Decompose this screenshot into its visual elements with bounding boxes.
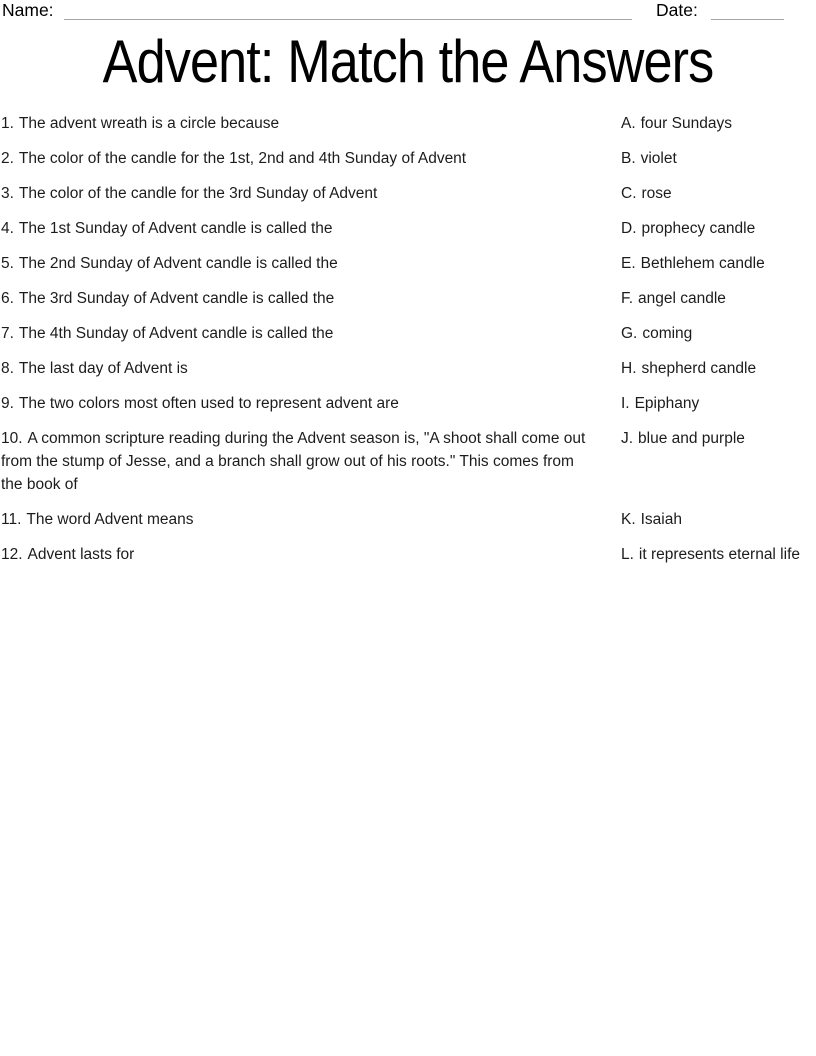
answer-text: violet [640, 150, 677, 167]
question-text: The 4th Sunday of Advent candle is called the [18, 325, 334, 342]
question-item [1, 543, 621, 566]
question-number: 11. [1, 511, 22, 528]
matching-list [1, 112, 816, 566]
answer-letter: B. [621, 150, 636, 167]
question-item [1, 287, 621, 310]
answer-text: blue and purple [638, 430, 745, 447]
question-text: The advent wreath is a circle because [18, 115, 280, 132]
answer-item [621, 147, 816, 170]
question-item [1, 252, 621, 275]
question-text: The two colors most often used to represent advent are [18, 395, 399, 412]
answer-text: angel candle [638, 290, 726, 307]
question-number: 1. [1, 115, 14, 132]
answer-letter: G. [621, 325, 638, 342]
answer-letter: C. [621, 185, 637, 202]
question-item [1, 392, 621, 415]
answer-letter: A. [621, 115, 636, 132]
answer-text: shepherd candle [641, 360, 757, 377]
match-row [1, 357, 816, 380]
date-label: Date: [656, 0, 698, 20]
match-row [1, 147, 816, 170]
question-number: 12. [1, 546, 23, 563]
question-text: The color of the candle for the 1st, 2nd and 4th Sunday of Advent [18, 150, 467, 167]
answer-item [621, 182, 816, 205]
answer-text: coming [642, 325, 693, 342]
name-date-header [1, 0, 816, 22]
worksheet-title-text: Advent: Match the Answers [103, 28, 714, 95]
question-item [1, 357, 621, 380]
question-text: The color of the candle for the 3rd Sunday of Advent [18, 185, 378, 202]
question-number: 10. [1, 430, 23, 447]
question-number: 5. [1, 255, 14, 272]
match-row [1, 217, 816, 240]
answer-letter: K. [621, 511, 636, 528]
question-item [1, 427, 621, 496]
answer-text: rose [641, 185, 672, 202]
question-number: 2. [1, 150, 14, 167]
question-number: 4. [1, 220, 14, 237]
question-item [1, 322, 621, 345]
question-item [1, 147, 621, 170]
answer-item [621, 287, 816, 310]
answer-item [621, 112, 816, 135]
question-number: 7. [1, 325, 14, 342]
question-item [1, 182, 621, 205]
match-row [1, 392, 816, 415]
question-text: The word Advent means [26, 511, 194, 528]
question-text: The 1st Sunday of Advent candle is called the [18, 220, 333, 237]
name-blank-line [64, 19, 632, 20]
answer-text: prophecy candle [641, 220, 756, 237]
question-text: The 3rd Sunday of Advent candle is called the [18, 290, 335, 307]
match-row [1, 112, 816, 135]
answer-letter: I. [621, 395, 630, 412]
question-text: The last day of Advent is [18, 360, 188, 377]
question-item [1, 112, 621, 135]
answer-item [621, 217, 816, 240]
question-text: A common scripture reading during the Advent season is, "A shoot shall come out from the stump of Jesse, and a branch shall grow out of his roots." This comes from the book of [1, 430, 586, 493]
answer-text: Epiphany [634, 395, 700, 412]
match-row [1, 252, 816, 275]
answer-item [621, 392, 816, 415]
answer-text: Bethlehem candle [640, 255, 765, 272]
answer-item [621, 508, 816, 531]
answer-letter: J. [621, 430, 634, 447]
match-row [1, 543, 816, 566]
answer-item [621, 427, 816, 496]
question-text: The 2nd Sunday of Advent candle is called the [18, 255, 338, 272]
match-row [1, 287, 816, 310]
answer-letter: L. [621, 546, 634, 563]
match-row [1, 322, 816, 345]
answer-text: four Sundays [640, 115, 732, 132]
answer-letter: H. [621, 360, 637, 377]
question-number: 9. [1, 395, 14, 412]
answer-text: Isaiah [640, 511, 682, 528]
answer-item [621, 252, 816, 275]
worksheet-title [1, 30, 816, 93]
date-blank-line [711, 19, 784, 20]
question-item [1, 217, 621, 240]
answer-item [621, 357, 816, 380]
question-text: Advent lasts for [27, 546, 135, 563]
question-number: 6. [1, 290, 14, 307]
answer-text: it represents eternal life [638, 546, 800, 563]
answer-item [621, 543, 816, 566]
answer-letter: E. [621, 255, 636, 272]
question-number: 8. [1, 360, 14, 377]
match-row [1, 508, 816, 531]
answer-item [621, 322, 816, 345]
match-row [1, 182, 816, 205]
match-row [1, 427, 816, 496]
answer-letter: D. [621, 220, 637, 237]
name-label: Name: [2, 0, 54, 20]
answer-letter: F. [621, 290, 634, 307]
question-item [1, 508, 621, 531]
question-number: 3. [1, 185, 14, 202]
